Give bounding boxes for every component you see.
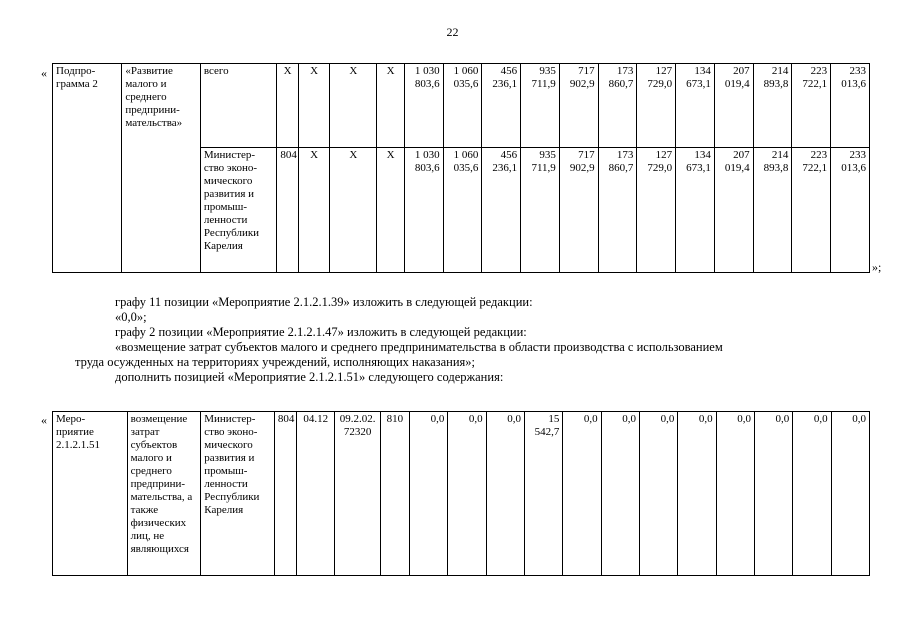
value-cell: 1 060 035,6 [443, 148, 482, 273]
value-cell: 223 722,1 [792, 148, 831, 273]
value-cell: 207 019,4 [714, 148, 753, 273]
paragraph: графу 2 позиции «Мероприятие 2.1.2.1.47» изложить в следующей редакции: [115, 325, 527, 339]
value-cell: 223 722,1 [792, 64, 831, 148]
code-cell: Х [377, 148, 405, 273]
code-cell: Х [330, 64, 377, 148]
table-row-total [53, 64, 870, 148]
value-cell: 717 902,9 [559, 64, 598, 148]
value-cell: 935 711,9 [521, 148, 560, 273]
subprogram-name-cell: «Развитие малого и среднего предприни- мательства» [122, 64, 201, 273]
paragraph: труда осужденных на территориях учреждений, исполняющих наказания»; [75, 355, 476, 369]
budget-table-measure-2-1-2-1-51 [52, 411, 870, 576]
paragraph: дополнить позицией «Мероприятие 2.1.2.1.51» следующего содержания: [115, 370, 504, 384]
executor-cell: всего [200, 64, 276, 148]
code-cell: Х [298, 148, 330, 273]
code-cell: 810 [380, 412, 409, 576]
value-cell: 0,0 [410, 412, 448, 576]
table1-open-quote: « [41, 66, 47, 80]
code-cell: Х [277, 64, 298, 148]
code-cell: 804 [274, 412, 296, 576]
value-cell: 456 236,1 [482, 64, 521, 148]
value-cell: 214 893,8 [753, 64, 792, 148]
code-cell: Х [330, 148, 377, 273]
table2-open-quote: « [41, 413, 47, 427]
value-cell: 1 060 035,6 [443, 64, 482, 148]
value-cell: 0,0 [754, 412, 792, 576]
code-cell: 09.2.02. 72320 [335, 412, 380, 576]
measure-name-cell: возмещение затрат субъектов малого и среднего предприни- мательства, а также физических лиц, не являющихся [127, 412, 201, 576]
value-cell: 0,0 [678, 412, 716, 576]
paragraph: графу 11 позиции «Мероприятие 2.1.2.1.39» изложить в следующей редакции: [115, 295, 533, 309]
value-cell: 1 030 803,6 [404, 64, 443, 148]
value-cell: 1 030 803,6 [404, 148, 443, 273]
value-cell: 134 673,1 [676, 64, 715, 148]
subprogram-cell: Подпро- грамма 2 [53, 64, 122, 273]
value-cell: 173 860,7 [598, 64, 637, 148]
value-cell: 717 902,9 [559, 148, 598, 273]
value-cell: 233 013,6 [831, 148, 870, 273]
value-cell: 173 860,7 [598, 148, 637, 273]
value-cell: 134 673,1 [676, 148, 715, 273]
code-cell: 04.12 [297, 412, 335, 576]
value-cell: 0,0 [601, 412, 639, 576]
value-cell: 0,0 [563, 412, 601, 576]
executor-cell: Министер- ство эконо- мического развития и промыш- ленности Республики Карелия [201, 412, 275, 576]
code-cell: 804 [277, 148, 298, 273]
value-cell: 0,0 [793, 412, 831, 576]
code-cell: Х [298, 64, 330, 148]
value-cell: 935 711,9 [521, 64, 560, 148]
value-cell: 214 893,8 [753, 148, 792, 273]
value-cell: 0,0 [716, 412, 754, 576]
value-cell: 0,0 [486, 412, 524, 576]
value-cell: 207 019,4 [714, 64, 753, 148]
paragraph: «0,0»; [115, 310, 147, 324]
value-cell: 0,0 [448, 412, 486, 576]
page-number: 22 [446, 25, 459, 39]
value-cell: 127 729,0 [637, 148, 676, 273]
amendment-text [0, 295, 905, 385]
measure-cell: Меро- приятие 2.1.2.1.51 [53, 412, 128, 576]
value-cell: 456 236,1 [482, 148, 521, 273]
code-cell: Х [377, 64, 405, 148]
value-cell: 15 542,7 [525, 412, 563, 576]
value-cell: 0,0 [639, 412, 677, 576]
budget-table-subprogram-2 [52, 63, 870, 273]
table-row-measure [53, 412, 870, 576]
table1-close-quote: »; [872, 260, 882, 274]
value-cell: 233 013,6 [831, 64, 870, 148]
executor-cell: Министер- ство эконо- мического развития и промыш- ленности Республики Карелия [200, 148, 276, 273]
paragraph: «возмещение затрат субъектов малого и среднего предпринимательства в области производства с использованием [115, 340, 723, 354]
value-cell: 127 729,0 [637, 64, 676, 148]
value-cell: 0,0 [831, 412, 869, 576]
